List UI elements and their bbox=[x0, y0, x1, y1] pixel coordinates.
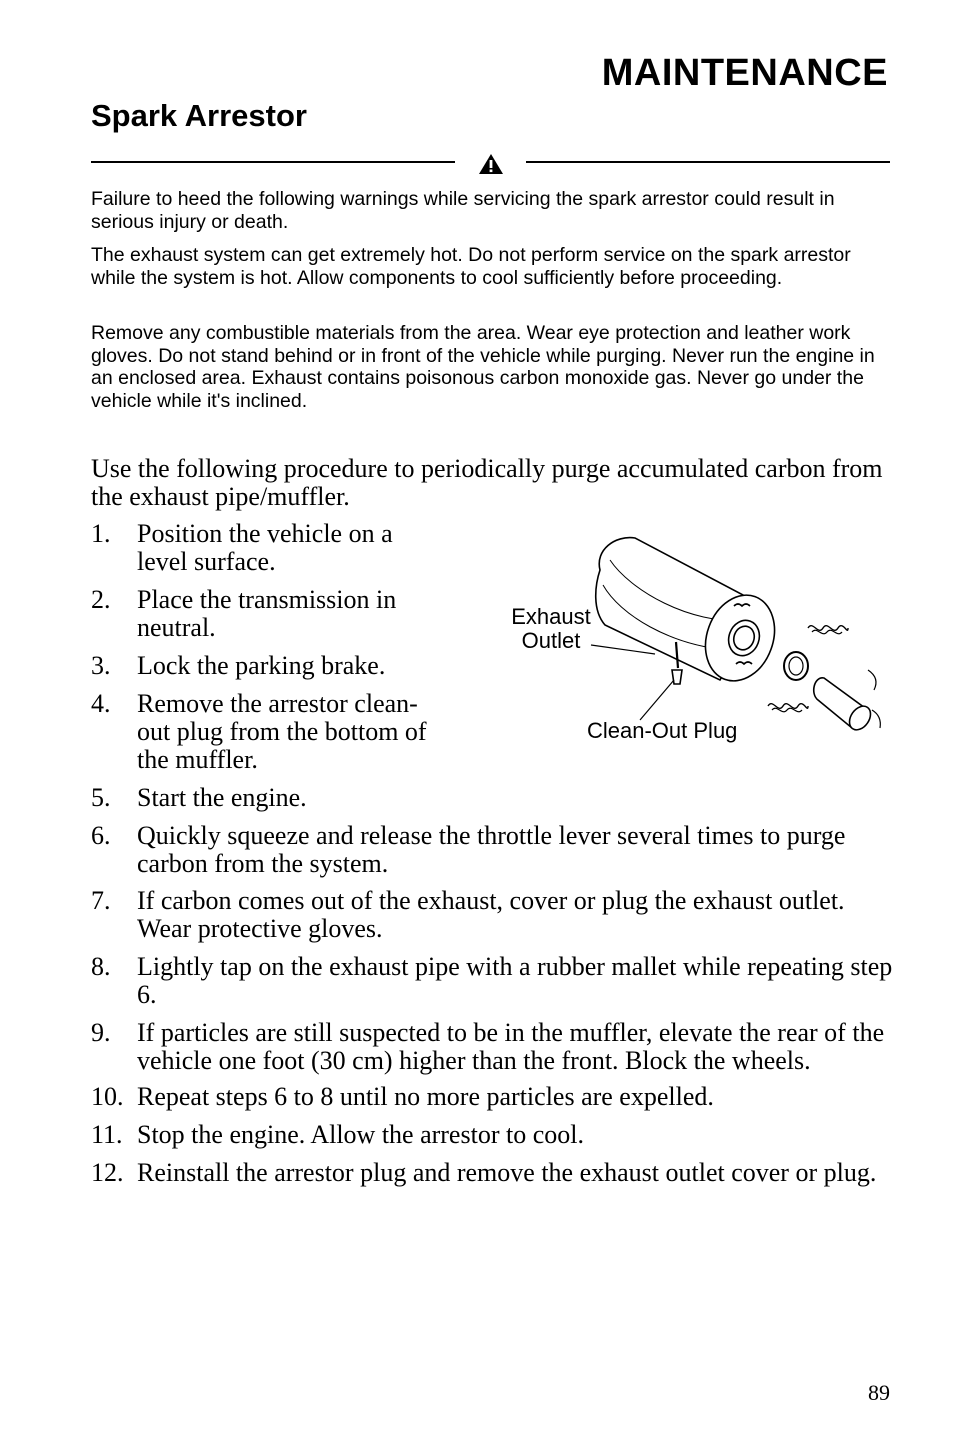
step-number: 7. bbox=[91, 886, 111, 915]
clean-out-plug-label: Clean-Out Plug bbox=[587, 718, 738, 743]
warning-text: The exhaust system can get extremely hot. Do not perform service on the spark arrestor while the system is hot. Allow components to cool sufficiently before proceeding. bbox=[91, 244, 851, 289]
step-number: 4. bbox=[91, 689, 111, 718]
exhaust-outlet-label-line2: Outlet bbox=[521, 628, 581, 653]
step-number: 10. bbox=[91, 1082, 124, 1111]
exhaust-outlet-label-line1: Exhaust bbox=[511, 604, 591, 629]
warning-text: Remove any combustible materials from the area. Wear eye protection and leather work gloves. Do not stand behind or in front of the vehicle while purging. Never run the engine in an enclosed area. Exhaust contains poisonous carbon monoxide gas. Never go under the vehicle while it's inclined. bbox=[91, 322, 875, 412]
step-number: 9. bbox=[91, 1018, 111, 1047]
step-number: 5. bbox=[91, 783, 111, 812]
warning-triangle-icon bbox=[478, 153, 504, 175]
step-text: If carbon comes out of the exhaust, cover or plug the exhaust outlet. Wear protective gloves. bbox=[137, 886, 845, 943]
step-text: Reinstall the arrestor plug and remove the exhaust outlet cover or plug. bbox=[137, 1158, 877, 1187]
step-number: 2. bbox=[91, 585, 111, 614]
step-text: Repeat steps 6 to 8 until no more particles are expelled. bbox=[137, 1082, 714, 1111]
step-text: Stop the engine. Allow the arrestor to cool. bbox=[137, 1120, 584, 1149]
section-title: Spark Arrestor bbox=[91, 98, 307, 133]
step-number: 11. bbox=[91, 1120, 123, 1149]
step-text: If particles are still suspected to be in the muffler, elevate the rear of the vehicle one foot (30 cm) higher than the front. Block the wheels. bbox=[137, 1018, 885, 1075]
step-text: Start the engine. bbox=[137, 783, 307, 812]
step-number: 6. bbox=[91, 821, 111, 850]
step-text: Place the transmission in neutral. bbox=[137, 585, 397, 642]
step-text: Lightly tap on the exhaust pipe with a rubber mallet while repeating step 6. bbox=[137, 952, 893, 1009]
intro-paragraph: Use the following procedure to periodically purge accumulated carbon from the exhaust pipe/muffler. bbox=[91, 454, 883, 511]
step-text: Position the vehicle on a level surface. bbox=[137, 519, 393, 576]
step-number: 1. bbox=[91, 519, 111, 548]
step-text: Remove the arrestor clean-out plug from the bottom of the muffler. bbox=[137, 689, 427, 774]
warning-rule-left bbox=[91, 161, 455, 163]
step-number: 3. bbox=[91, 651, 111, 680]
warning-text: Failure to heed the following warnings while servicing the spark arrestor could result in serious injury or death. bbox=[91, 188, 835, 233]
chapter-header: MAINTENANCE bbox=[601, 52, 888, 94]
exhaust-outlet-label bbox=[505, 605, 597, 653]
step-number: 8. bbox=[91, 952, 111, 981]
step-number: 12. bbox=[91, 1158, 124, 1187]
step-text: Lock the parking brake. bbox=[137, 651, 386, 680]
page-number: 89 bbox=[868, 1380, 890, 1405]
warning-rule-right bbox=[526, 161, 890, 163]
step-text: Quickly squeeze and release the throttle lever several times to purge carbon from the system. bbox=[137, 821, 846, 878]
